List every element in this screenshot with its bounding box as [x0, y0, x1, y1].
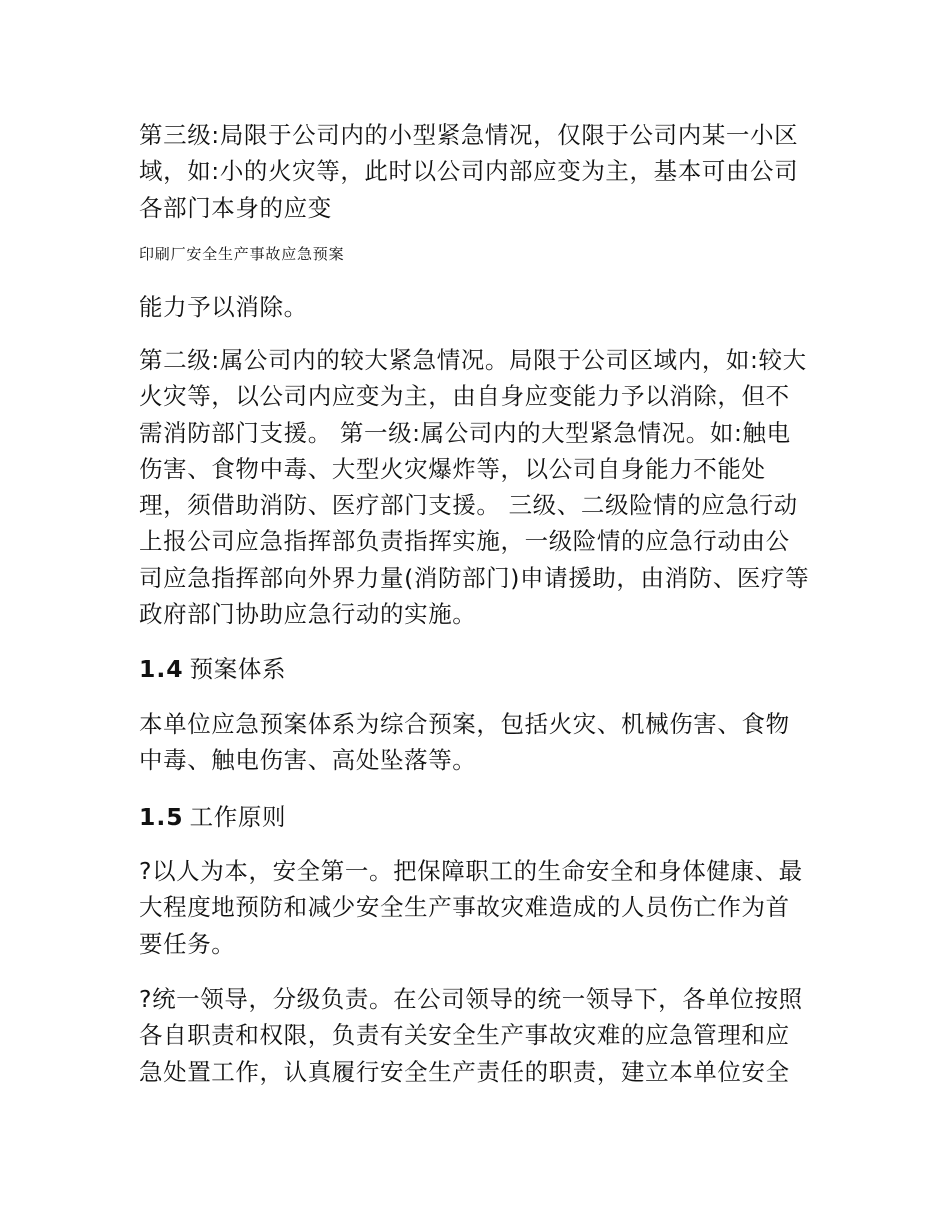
- section-title: 工作原则: [189, 803, 287, 831]
- paragraph-principle-unified-leadership: ?统一领导，分级负责。在公司领导的统一领导下，各单位按照各自职责和权限，负责有关安全生产事故灾难的应急管理和应急处置工作，认真履行安全生产责任的职责，建立本单位安全: [139, 985, 803, 1086]
- section-title: 预案体系: [189, 655, 287, 683]
- paragraph-levels-two-one: 第二级:属公司内的较大紧急情况。局限于公司区域内，如:较大火灾等，以公司内应变为主，由自身应变能力予以消除，但不需消防部门支援。 第一级:属公司内的大型紧急情况。如:触电伤害、食物中毒、大型火灾爆炸等，以公司自身能力不能处理，须借助消防、医疗部门支援。 三级、二级险情的应急行动上报公司应急指挥部负责指挥实施，一级险情的应急行动由公司应急指挥部向外界力量(消防部门)申请援助，由消防、医疗等政府部门协助应急行动的实施。: [139, 346, 810, 629]
- section-number: 1.5: [139, 803, 184, 831]
- section-heading-1-4: [139, 651, 286, 687]
- section-number: 1.4: [139, 655, 184, 683]
- section-heading-1-5: [139, 799, 286, 835]
- paragraph-continuation: 能力予以消除。: [139, 293, 308, 321]
- paragraph-plan-system: 本单位应急预案体系为综合预案，包括火灾、机械伤害、食物中毒、触电伤害、高处坠落等。: [139, 710, 790, 775]
- paragraph-principle-people-first: ?以人为本，安全第一。把保障职工的生命安全和身体健康、最大程度地预防和减少安全生产事故灾难造成的人员伤亡作为首要任务。: [139, 857, 803, 958]
- paragraph-level-three: 第三级:局限于公司内的小型紧急情况，仅限于公司内某一小区域，如:小的火灾等，此时以公司内部应变为主，基本可由公司各部门本身的应变: [139, 121, 799, 222]
- running-header: 印刷厂安全生产事故应急预案: [139, 245, 345, 263]
